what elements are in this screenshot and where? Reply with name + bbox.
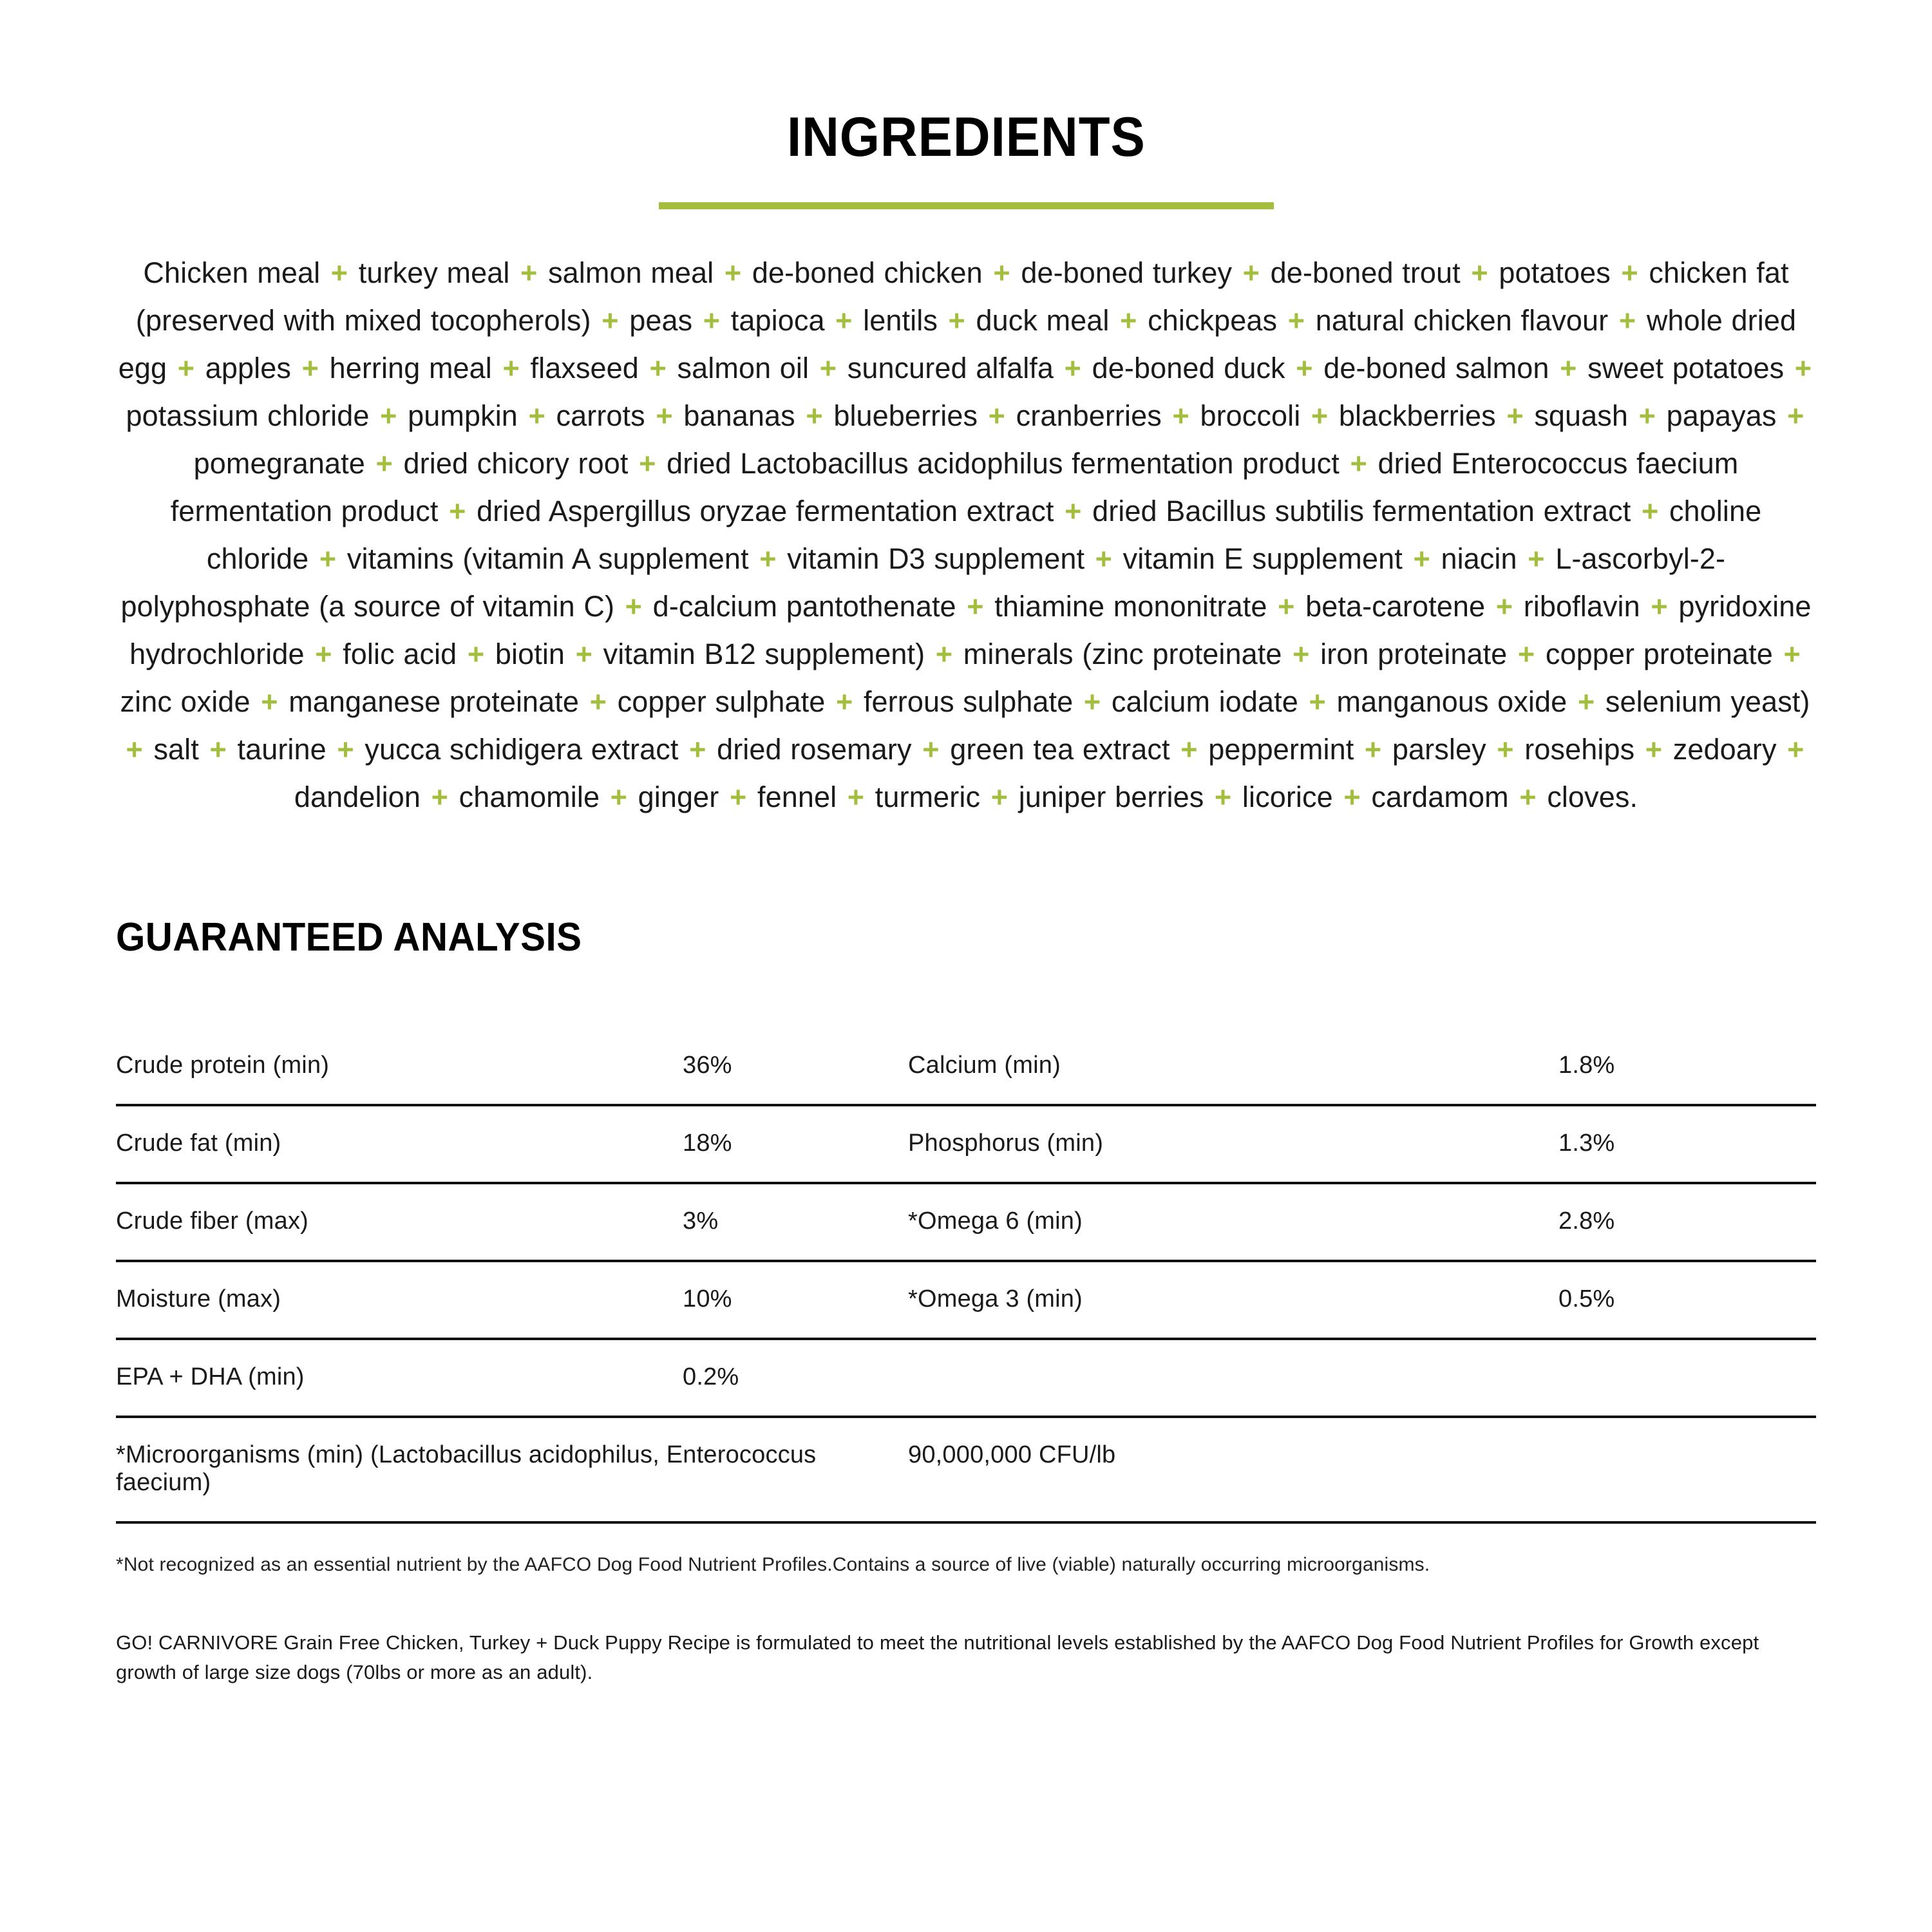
ingredient-item: apples <box>205 352 291 384</box>
ingredient-item: squash <box>1534 399 1629 432</box>
plus-separator-icon: + <box>422 781 457 813</box>
ingredient-item: vitamins (vitamin A supplement <box>346 542 749 575</box>
title-divider <box>659 202 1274 209</box>
plus-separator-icon: + <box>126 733 152 766</box>
plus-separator-icon: + <box>1234 256 1269 289</box>
ingredient-item: zedoary <box>1672 733 1777 766</box>
ingredient-item: de-boned turkey <box>1021 256 1233 289</box>
plus-separator-icon: + <box>322 256 357 289</box>
nutrient-value: 1.3% <box>1558 1105 1816 1183</box>
ingredient-item: lentils <box>863 304 938 337</box>
ingredient-item: turmeric <box>875 781 981 813</box>
plus-separator-icon: + <box>1519 542 1554 575</box>
plus-separator-icon: + <box>511 256 547 289</box>
ingredient-item: dried chicory root <box>403 447 629 480</box>
plus-separator-icon: + <box>200 733 236 766</box>
plus-separator-icon: + <box>1404 542 1439 575</box>
plus-separator-icon: + <box>519 399 554 432</box>
plus-separator-icon: + <box>980 399 1014 432</box>
nutrient-value: 3% <box>683 1183 908 1261</box>
plus-separator-icon: + <box>366 447 402 480</box>
plus-separator-icon: + <box>1487 590 1522 623</box>
plus-separator-icon: + <box>797 399 832 432</box>
table-row <box>116 1339 1816 1417</box>
plus-separator-icon: + <box>1633 495 1667 527</box>
plus-separator-icon: + <box>440 495 475 527</box>
nutrient-label: Crude protein (min) <box>116 1028 683 1105</box>
plus-separator-icon: + <box>811 352 846 384</box>
ingredient-item: carrots <box>556 399 645 432</box>
ingredient-item: whole dried egg <box>118 304 1797 384</box>
nutrient-value: 1.8% <box>1558 1028 1816 1105</box>
nutrient-value: 0.5% <box>1558 1261 1816 1339</box>
plus-separator-icon: + <box>1612 256 1647 289</box>
ingredient-item: copper sulphate <box>617 685 826 718</box>
plus-separator-icon: + <box>306 638 341 670</box>
ingredient-item: copper proteinate <box>1545 638 1773 670</box>
ingredient-item: licorice <box>1242 781 1333 813</box>
plus-separator-icon: + <box>715 256 750 289</box>
nutrient-value: 2.8% <box>1558 1183 1816 1261</box>
plus-separator-icon: + <box>1630 399 1665 432</box>
plus-separator-icon: + <box>1497 399 1533 432</box>
nutrient-value: 18% <box>683 1105 908 1183</box>
ingredient-item: riboflavin <box>1523 590 1640 623</box>
ingredient-item: green tea extract <box>950 733 1170 766</box>
plus-separator-icon: + <box>827 685 862 718</box>
page-title: INGREDIENTS <box>786 106 1146 168</box>
ingredient-item: chamomile <box>459 781 600 813</box>
aafco-statement: GO! CARNIVORE Grain Free Chicken, Turkey + Duck Puppy Recipe is formulated to meet the nutritional levels established by the AAFCO Dog Food Nutrient Profiles for Growth except growth of large size dogs (70lbs or more as an adult). <box>116 1631 1759 1683</box>
ingredient-item: parsley <box>1392 733 1486 766</box>
nutrient-label: Phosphorus (min) <box>908 1105 1558 1183</box>
plus-separator-icon: + <box>694 304 729 337</box>
ingredient-item: blueberries <box>833 399 978 432</box>
plus-separator-icon: + <box>1283 638 1319 670</box>
plus-separator-icon: + <box>1056 495 1091 527</box>
nutrient-label: *Omega 6 (min) <box>908 1183 1558 1261</box>
asterisk-footnote: *Not recognized as an essential nutrient by the AAFCO Dog Food Nutrient Profiles.Contains a source of live (viable) naturally occurring microorganisms. <box>116 1554 1430 1575</box>
ingredient-item: pomegranate <box>193 447 365 480</box>
ingredient-item: minerals (zinc proteinate <box>963 638 1282 670</box>
ingredient-item: salmon meal <box>548 256 714 289</box>
ingredient-item: potassium chloride <box>126 399 370 432</box>
ingredient-item: manganous oxide <box>1336 685 1567 718</box>
ingredient-item: beta-carotene <box>1305 590 1486 623</box>
ingredient-item: chickpeas <box>1148 304 1278 337</box>
ingredient-item: blackberries <box>1338 399 1496 432</box>
plus-separator-icon: + <box>826 304 862 337</box>
ingredient-item: iron proteinate <box>1320 638 1508 670</box>
ingredient-item: flaxseed <box>530 352 639 384</box>
nutrient-label: Moisture (max) <box>116 1261 683 1339</box>
plus-separator-icon: + <box>982 781 1017 813</box>
plus-separator-icon: + <box>581 685 616 718</box>
nutrient-value <box>1558 1339 1816 1417</box>
nutrient-label: Crude fiber (max) <box>116 1183 683 1261</box>
ingredients-header <box>0 0 1932 209</box>
plus-separator-icon: + <box>1056 352 1090 384</box>
plus-separator-icon: + <box>1163 399 1198 432</box>
plus-separator-icon: + <box>1636 733 1671 766</box>
plus-separator-icon: + <box>1171 733 1207 766</box>
ingredient-item: dried rosemary <box>717 733 912 766</box>
plus-separator-icon: + <box>1778 733 1804 766</box>
plus-separator-icon: + <box>1287 352 1322 384</box>
ingredient-item: tapioca <box>730 304 825 337</box>
nutrient-label: *Omega 3 (min) <box>908 1261 1558 1339</box>
ingredient-item: L-ascorbyl-2-polyphosphate (a source of vitamin C) <box>120 542 1726 623</box>
nutrient-value: 36% <box>683 1028 908 1105</box>
plus-separator-icon: + <box>958 590 993 623</box>
plus-separator-icon: + <box>1300 685 1335 718</box>
ingredient-item: de-boned chicken <box>752 256 983 289</box>
ingredient-item: dried Enterococcus faecium fermentation product <box>170 447 1739 527</box>
ingredient-item: cloves. <box>1547 781 1638 813</box>
ingredient-item: Chicken meal <box>143 256 321 289</box>
plus-separator-icon: + <box>493 352 529 384</box>
plus-separator-icon: + <box>1551 352 1586 384</box>
plus-separator-icon: + <box>913 733 949 766</box>
plus-separator-icon: + <box>616 590 651 623</box>
ingredient-item: calcium iodate <box>1111 685 1298 718</box>
ingredient-item: folic acid <box>343 638 457 670</box>
ingredient-item: zinc oxide <box>120 685 251 718</box>
plus-separator-icon: + <box>601 781 636 813</box>
plus-separator-icon: + <box>1206 781 1240 813</box>
plus-separator-icon: + <box>1341 447 1376 480</box>
ingredient-item: ferrous sulphate <box>863 685 1074 718</box>
plus-separator-icon: + <box>1334 781 1370 813</box>
plus-separator-icon: + <box>1642 590 1677 623</box>
ingredient-item: d-calcium pantothenate <box>652 590 956 623</box>
ingredient-item: juniper berries <box>1018 781 1204 813</box>
ingredient-item: salmon oil <box>677 352 810 384</box>
ingredient-item: peppermint <box>1208 733 1354 766</box>
ingredient-item: peas <box>629 304 693 337</box>
ingredient-item: cardamom <box>1371 781 1509 813</box>
ingredient-item: natural chicken flavour <box>1315 304 1609 337</box>
plus-separator-icon: + <box>680 733 715 766</box>
plus-separator-icon: + <box>1302 399 1337 432</box>
plus-separator-icon: + <box>640 352 676 384</box>
nutrient-label: EPA + DHA (min) <box>116 1339 683 1417</box>
ingredient-item: dried Aspergillus oryzae fermentation extract <box>477 495 1054 527</box>
ingredient-item: chicken fat (preserved with mixed tocopherols) <box>135 256 1789 337</box>
plus-separator-icon: + <box>1086 542 1121 575</box>
table-row <box>116 1028 1816 1105</box>
plus-separator-icon: + <box>1075 685 1110 718</box>
plus-separator-icon: + <box>630 447 665 480</box>
plus-separator-icon: + <box>939 304 974 337</box>
ingredient-item: dandelion <box>294 781 421 813</box>
plus-separator-icon: + <box>1510 781 1546 813</box>
ingredient-item: salt <box>153 733 199 766</box>
plus-separator-icon: + <box>647 399 682 432</box>
ingredient-item: cranberries <box>1016 399 1162 432</box>
plus-separator-icon: + <box>592 304 628 337</box>
nutrient-label: Crude fat (min) <box>116 1105 683 1183</box>
ingredient-item: sweet potatoes <box>1587 352 1785 384</box>
ingredient-item: dried Bacillus subtilis fermentation extract <box>1092 495 1631 527</box>
ingredient-item: biotin <box>495 638 565 670</box>
ingredient-item: duck meal <box>976 304 1110 337</box>
ingredient-item: vitamin D3 supplement <box>787 542 1085 575</box>
ingredient-item: pyridoxine hydrochloride <box>129 590 1812 670</box>
ingredient-item: vitamin E supplement <box>1122 542 1403 575</box>
nutrient-value: 0.2% <box>683 1339 908 1417</box>
ingredient-item: fennel <box>757 781 837 813</box>
plus-separator-icon: + <box>1356 733 1390 766</box>
ingredient-item: potatoes <box>1499 256 1611 289</box>
plus-separator-icon: + <box>293 352 328 384</box>
plus-separator-icon: + <box>721 781 755 813</box>
plus-separator-icon: + <box>310 542 345 575</box>
ingredient-item: suncured alfalfa <box>847 352 1054 384</box>
plus-separator-icon: + <box>328 733 363 766</box>
ingredient-item: niacin <box>1441 542 1517 575</box>
plus-separator-icon: + <box>1569 685 1604 718</box>
ingredient-item: broccoli <box>1200 399 1301 432</box>
nutrient-value: 10% <box>683 1261 908 1339</box>
ingredients-list <box>116 249 1816 821</box>
plus-separator-icon: + <box>927 638 961 670</box>
guaranteed-analysis-table <box>116 1028 1816 1524</box>
table-row <box>116 1261 1816 1339</box>
ingredient-item: de-boned trout <box>1270 256 1461 289</box>
ingredient-item: taurine <box>237 733 327 766</box>
ingredient-item: choline chloride <box>206 495 1762 575</box>
plus-separator-icon: + <box>984 256 1019 289</box>
ingredient-item: thiamine mononitrate <box>994 590 1267 623</box>
plus-separator-icon: + <box>1269 590 1304 623</box>
ingredient-item: de-boned salmon <box>1323 352 1549 384</box>
nutrient-label <box>908 1339 1558 1417</box>
plus-separator-icon: + <box>252 685 287 718</box>
ingredient-item: herring meal <box>329 352 492 384</box>
plus-separator-icon: + <box>459 638 493 670</box>
plus-separator-icon: + <box>371 399 406 432</box>
guaranteed-analysis-section <box>116 821 1816 958</box>
table-row-microorganisms <box>116 1417 1816 1522</box>
plus-separator-icon: + <box>1610 304 1645 337</box>
ingredient-item: vitamin B12 supplement) <box>603 638 925 670</box>
ingredient-item: ginger <box>638 781 719 813</box>
microorganisms-value: 90,000,000 CFU/lb <box>908 1417 1816 1522</box>
plus-separator-icon: + <box>169 352 204 384</box>
plus-separator-icon: + <box>1488 733 1523 766</box>
ingredient-item: turkey meal <box>358 256 510 289</box>
ingredient-item: manganese proteinate <box>289 685 580 718</box>
ingredient-item: selenium yeast) <box>1605 685 1810 718</box>
plus-separator-icon: + <box>1786 352 1812 384</box>
ingredient-item: papayas <box>1666 399 1777 432</box>
plus-separator-icon: + <box>750 542 786 575</box>
ingredient-item: dried Lactobacillus acidophilus fermentation product <box>667 447 1340 480</box>
plus-separator-icon: + <box>1774 638 1801 670</box>
ingredient-item: rosehips <box>1524 733 1635 766</box>
plus-separator-icon: + <box>1778 399 1804 432</box>
ingredient-item: pumpkin <box>408 399 518 432</box>
ingredient-item: de-boned duck <box>1092 352 1285 384</box>
microorganisms-label: *Microorganisms (min) (Lactobacillus acidophilus, Enterococcus faecium) <box>116 1417 908 1522</box>
plus-separator-icon: + <box>838 781 873 813</box>
table-row <box>116 1183 1816 1261</box>
plus-separator-icon: + <box>567 638 601 670</box>
plus-separator-icon: + <box>1279 304 1314 337</box>
guaranteed-analysis-title: GUARANTEED ANALYSIS <box>116 915 582 960</box>
plus-separator-icon: + <box>1509 638 1544 670</box>
plus-separator-icon: + <box>1462 256 1497 289</box>
ingredient-item: yucca schidigera extract <box>365 733 679 766</box>
ingredient-item: bananas <box>683 399 795 432</box>
plus-separator-icon: + <box>1111 304 1146 337</box>
nutrient-label: Calcium (min) <box>908 1028 1558 1105</box>
table-row <box>116 1105 1816 1183</box>
